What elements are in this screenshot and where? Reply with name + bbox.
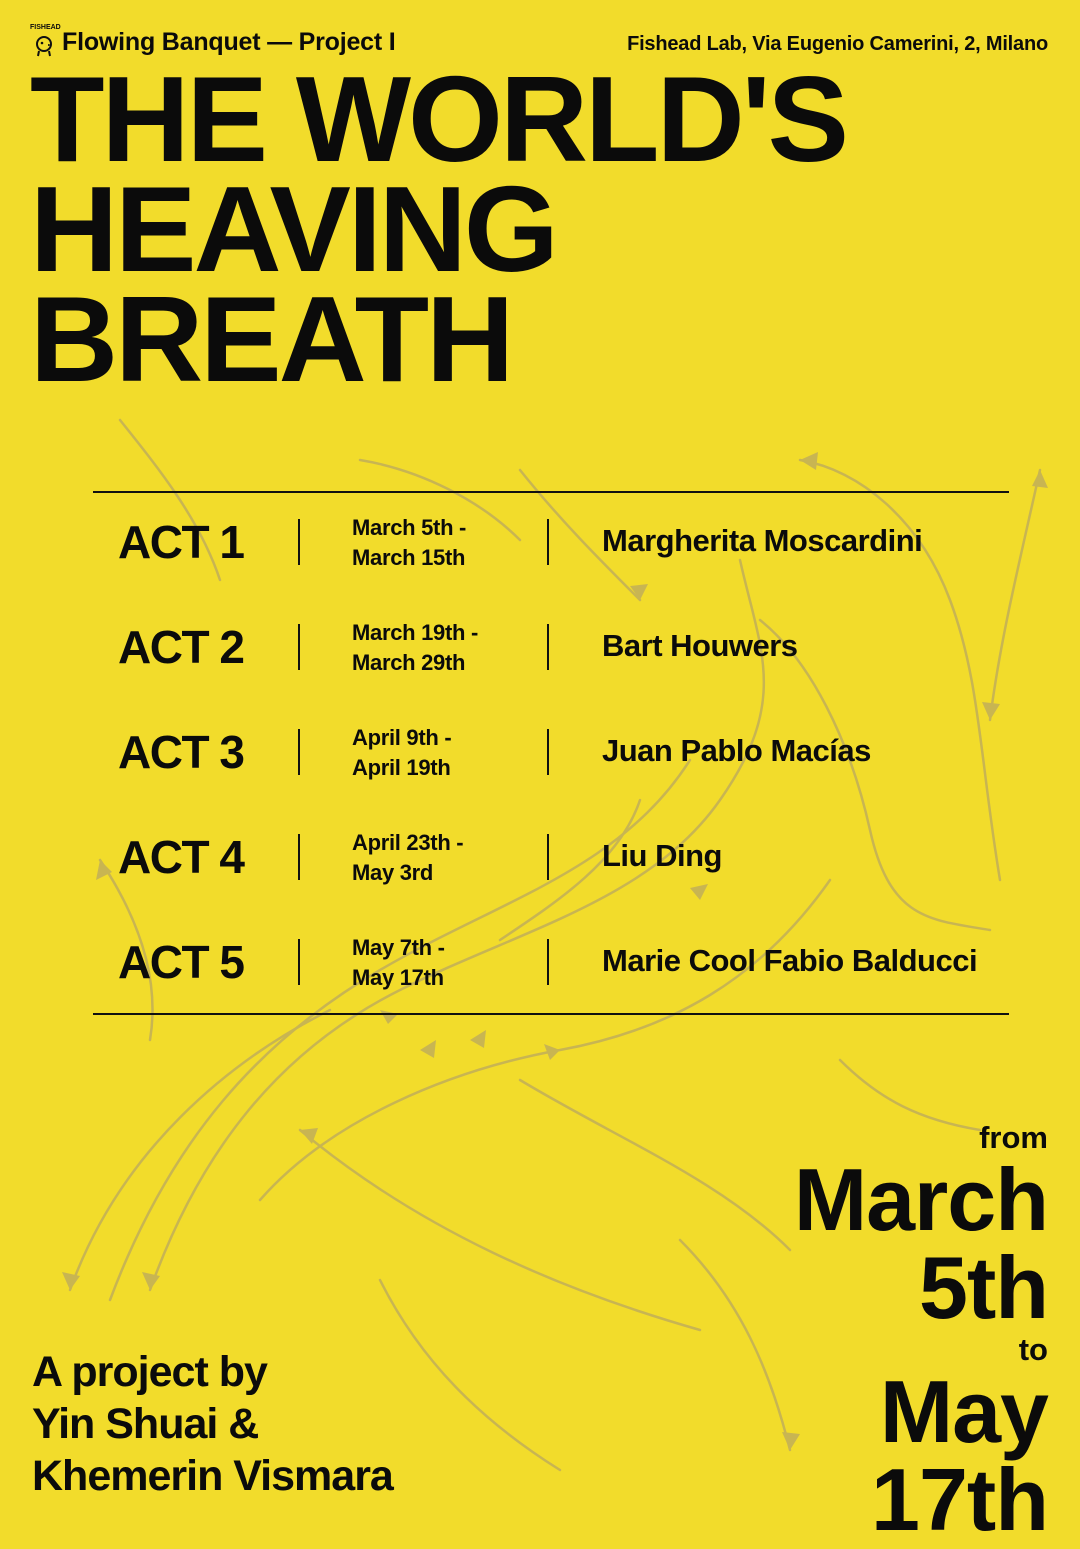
end-month: May [879, 1362, 1048, 1461]
column-separator [547, 624, 549, 670]
credits-line-3: Khemerin Vismara [32, 1452, 393, 1500]
act-dates [352, 513, 466, 573]
act-date-from: May 7th - [352, 935, 445, 960]
column-separator [298, 624, 300, 670]
act-dates [352, 618, 478, 678]
act-dates [352, 828, 463, 888]
act-name: ACT 4 [118, 831, 244, 883]
column-separator [298, 939, 300, 985]
act-date-from: March 5th - [352, 515, 467, 540]
series-title: Flowing Banquet — Project I [62, 27, 396, 56]
act-artist: Marie Cool Fabio Balducci [602, 943, 978, 978]
act-date-to: April 19th [352, 755, 451, 780]
column-separator [547, 729, 549, 775]
act-date-from: April 23th - [352, 830, 464, 855]
exhibition-date-range [793, 1120, 1048, 1549]
acts-schedule [93, 505, 1009, 1030]
act-artist: Juan Pablo Macías [602, 733, 871, 768]
act-date-to: March 29th [352, 650, 466, 675]
act-dates [352, 723, 451, 783]
act-artist: Margherita Moscardini [602, 523, 923, 558]
end-day: 17th [871, 1450, 1048, 1549]
column-separator [547, 939, 549, 985]
bottom-divider [93, 1013, 1009, 1015]
act-name: ACT 2 [118, 621, 244, 673]
column-separator [547, 834, 549, 880]
act-row [93, 820, 1009, 925]
project-credits [32, 1346, 393, 1502]
act-artist: Bart Houwers [602, 628, 798, 663]
from-label: from [979, 1120, 1048, 1155]
act-name: ACT 5 [118, 936, 244, 988]
act-date-to: May 3rd [352, 860, 434, 885]
title-line-2: HEAVING [30, 161, 556, 297]
column-separator [298, 729, 300, 775]
act-date-to: May 17th [352, 965, 444, 990]
start-month: March [793, 1150, 1048, 1249]
credits-line-1: A project by [32, 1348, 267, 1396]
top-divider [93, 491, 1009, 493]
column-separator [298, 519, 300, 565]
act-row [93, 610, 1009, 715]
title-line-1: THE WORLD'S [30, 51, 847, 187]
act-row [93, 715, 1009, 820]
credits-line-2: Yin Shuai & [32, 1400, 259, 1448]
act-date-from: March 19th - [352, 620, 478, 645]
act-artist: Liu Ding [602, 838, 722, 873]
act-dates [352, 933, 445, 993]
act-name: ACT 1 [118, 516, 244, 568]
act-date-from: April 9th - [352, 725, 452, 750]
title-line-3: BREATH [30, 271, 512, 407]
poster-title [30, 51, 847, 407]
venue-address: Fishead Lab, Via Eugenio Camerini, 2, Milano [627, 33, 1048, 55]
column-separator [298, 834, 300, 880]
to-label: to [1018, 1332, 1048, 1367]
act-row [93, 505, 1009, 610]
act-name: ACT 3 [118, 726, 244, 778]
start-day: 5th [919, 1238, 1048, 1337]
act-date-to: March 15th [352, 545, 466, 570]
logo-text: FISHEAD [30, 24, 61, 31]
column-separator [547, 519, 549, 565]
